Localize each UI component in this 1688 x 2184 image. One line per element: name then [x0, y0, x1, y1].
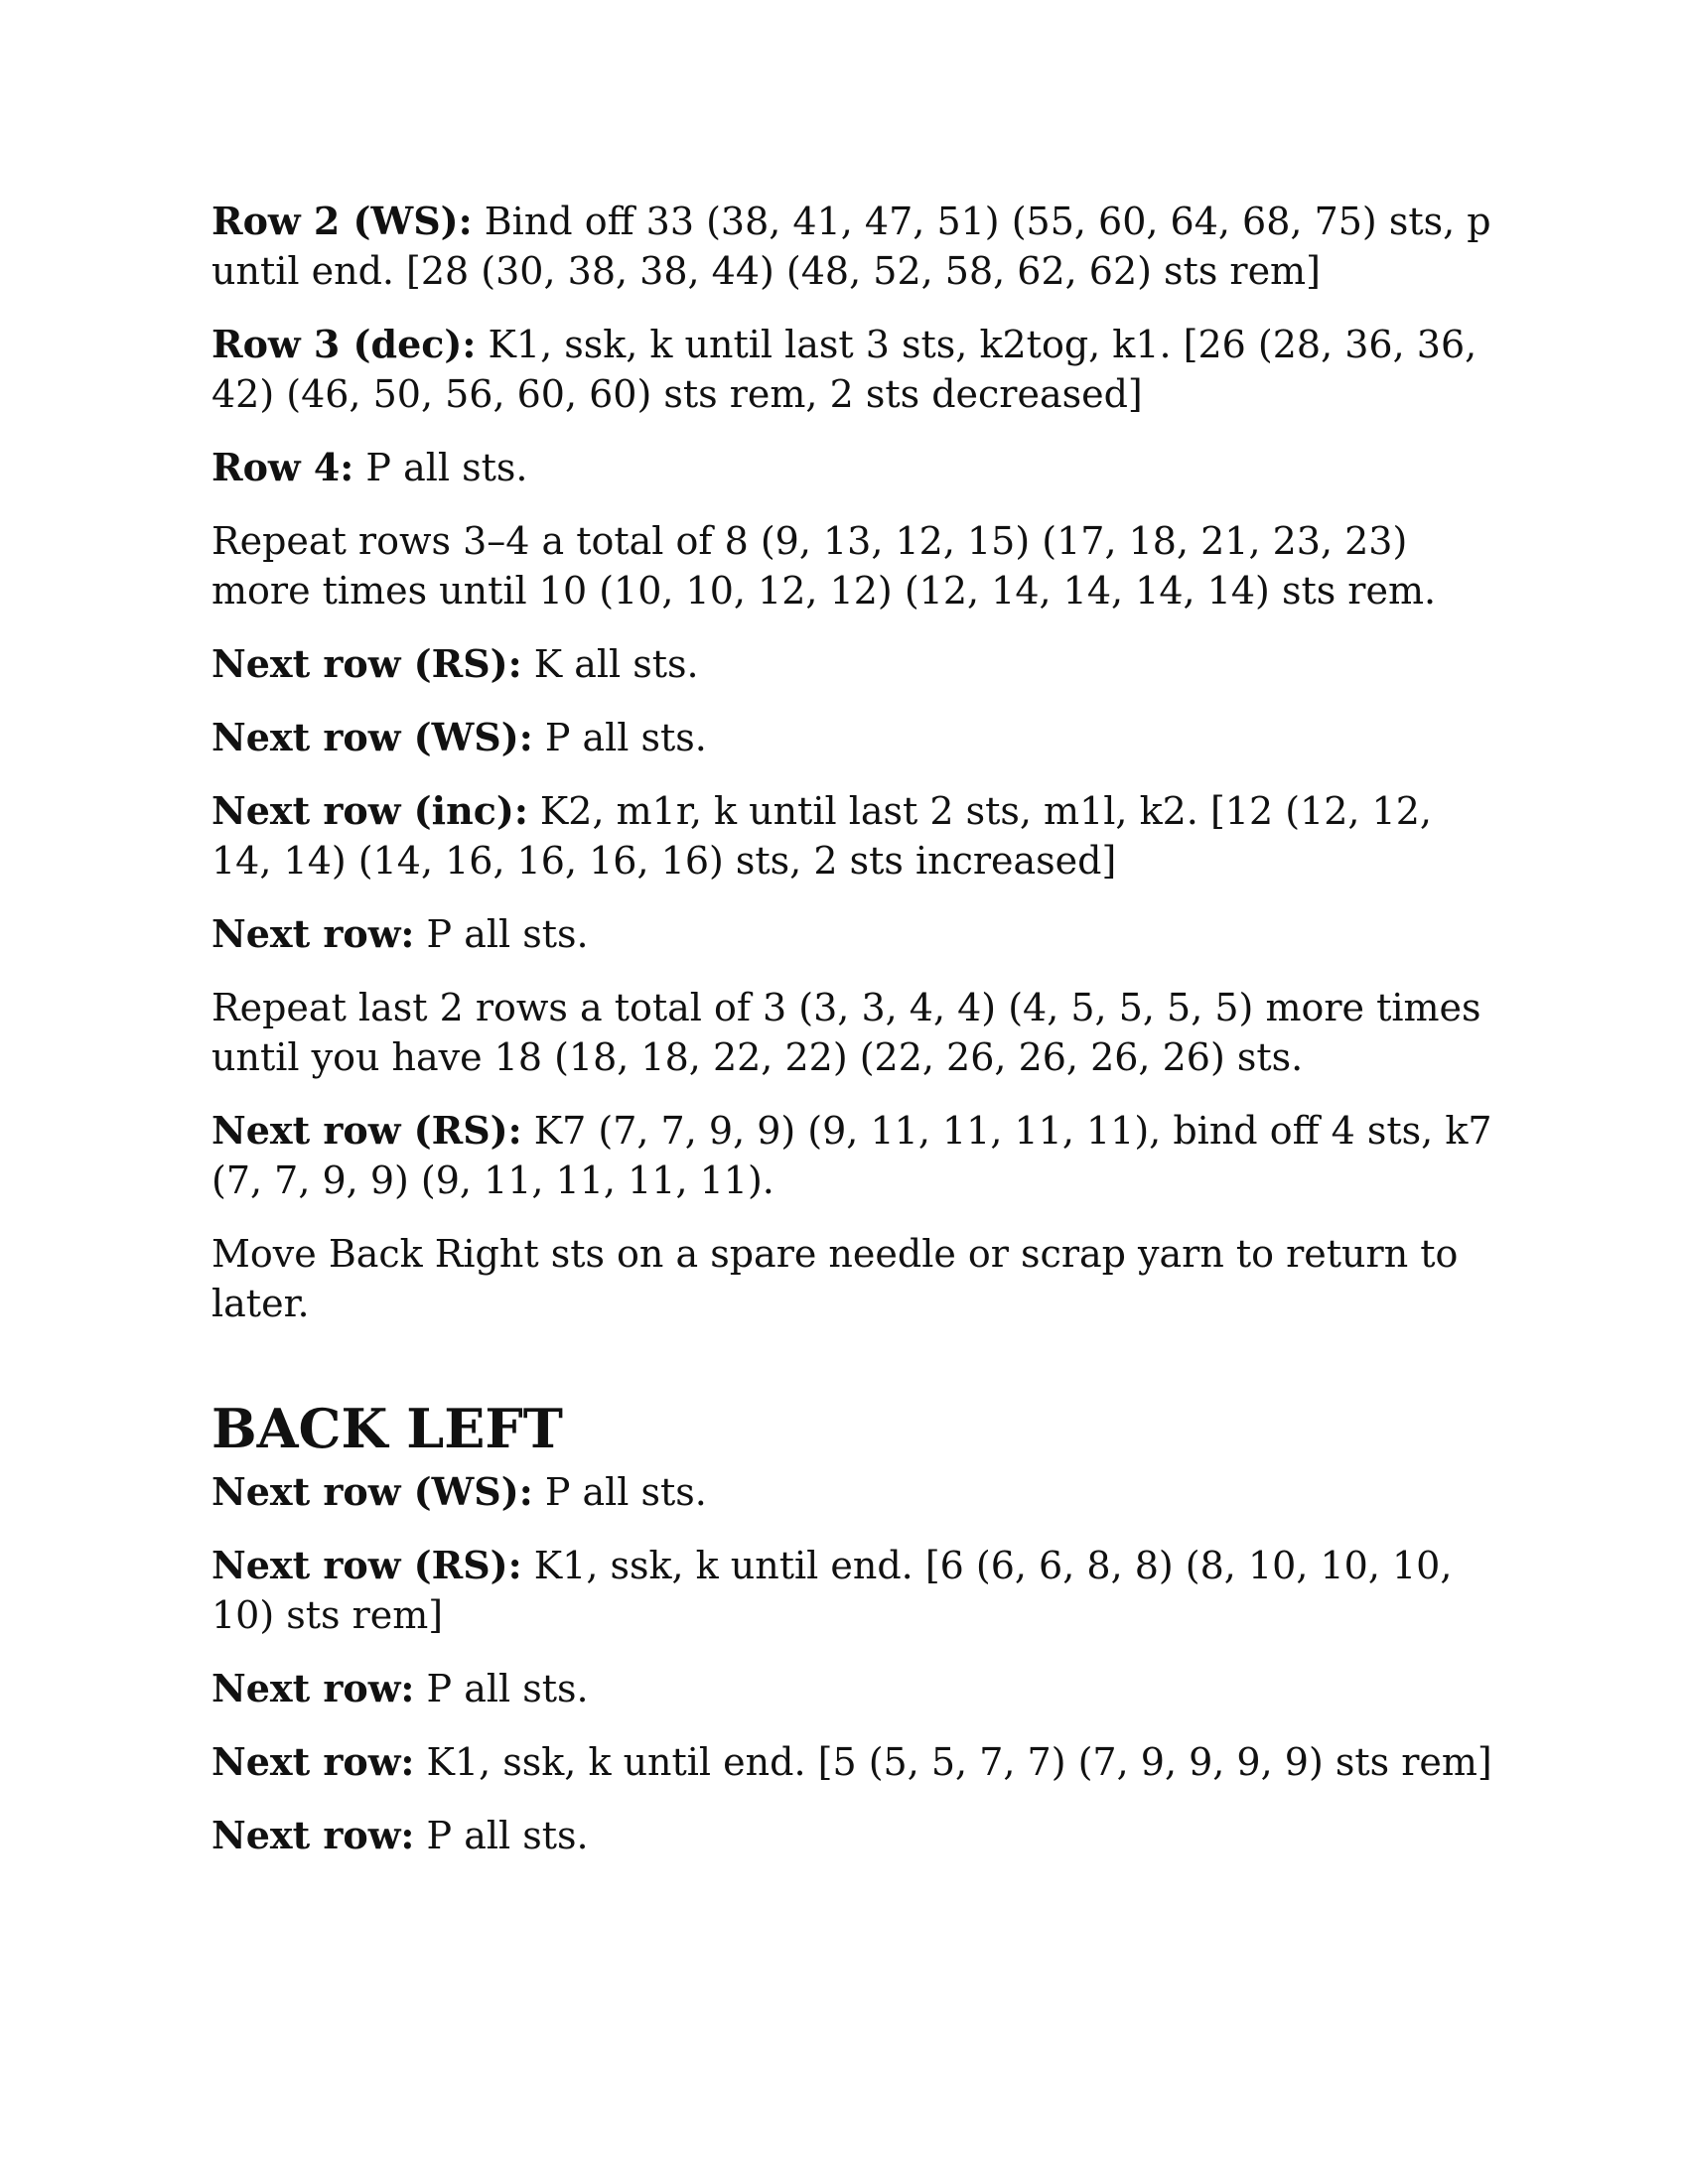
section-heading-back-left: BACK LEFT [211, 1397, 563, 1460]
row-label: Next row (RS): [211, 1543, 522, 1587]
row-label: Next row (WS): [211, 1469, 533, 1514]
row-text: P all sts. [532, 1470, 707, 1514]
row-label: Next row: [211, 1666, 415, 1710]
row-label: Row 3 (dec): [211, 322, 477, 366]
row-label: Row 4: [211, 445, 354, 489]
row-text: Repeat last 2 rows a total of 3 (3, 3, 4, 4) (4, 5, 5, 5, 5) more times until you have 18 (18, 18, 22, 22) (22, 26, 26, 26, 26) sts. [211, 986, 1481, 1079]
pattern-page [211, 197, 1492, 1884]
row-label: Next row: [211, 1813, 415, 1857]
row-text: Move Back Right sts on a spare needle or scrap yarn to return to later. [211, 1232, 1459, 1325]
instruction-next-row-rs-bind-off [211, 1106, 1492, 1205]
instruction-back-left-purl-2 [211, 1811, 1492, 1860]
instruction-back-left-dec-2 [211, 1737, 1492, 1787]
instruction-next-row-inc [211, 786, 1492, 886]
row-label: Row 2 (WS): [211, 199, 473, 243]
row-text: K1, ssk, k until last 3 sts, k2tog, k1. [26 (28, 36, 36, 42) (46, 50, 56, 60, 60) sts rem, 2 sts decreased] [211, 323, 1477, 416]
row-text: P all sts. [414, 1667, 589, 1710]
row-text: K7 (7, 7, 9, 9) (9, 11, 11, 11, 11), bind off 4 sts, k7 (7, 7, 9, 9) (9, 11, 11, 11, 11). [211, 1109, 1492, 1202]
instruction-repeat-rows-3-4 [211, 516, 1492, 615]
row-label: Next row (inc): [211, 788, 528, 833]
row-label: Next row (RS): [211, 1108, 522, 1153]
instruction-next-row-purl [211, 909, 1492, 959]
row-text: P all sts. [414, 1814, 589, 1857]
instruction-back-left-purl-1 [211, 1664, 1492, 1713]
row-text: K1, ssk, k until end. [5 (5, 5, 7, 7) (7, 9, 9, 9, 9) sts rem] [414, 1740, 1492, 1784]
row-label: Next row (WS): [211, 715, 533, 759]
row-text: K2, m1r, k until last 2 sts, m1l, k2. [12 (12, 12, 14, 14) (14, 16, 16, 16, 16) sts, 2 sts increased] [211, 789, 1432, 883]
instruction-row-4 [211, 443, 1492, 492]
instruction-repeat-last-2-rows [211, 983, 1492, 1082]
row-text: P all sts. [353, 446, 528, 489]
instruction-next-row-rs-knit [211, 639, 1492, 689]
instruction-back-left-rs-dec [211, 1541, 1492, 1640]
row-text: P all sts. [414, 912, 589, 956]
instruction-row-3-dec [211, 320, 1492, 419]
instruction-back-left-ws [211, 1467, 1492, 1517]
row-text: K1, ssk, k until end. [6 (6, 6, 8, 8) (8, 10, 10, 10, 10) sts rem] [211, 1544, 1453, 1637]
row-label: Next row: [211, 911, 415, 956]
row-text: P all sts. [532, 716, 707, 759]
row-text: Bind off 33 (38, 41, 47, 51) (55, 60, 64, 68, 75) sts, p until end. [28 (30, 38, 38, 44) (48, 52, 58, 62, 62) sts rem] [211, 200, 1491, 293]
instruction-next-row-ws-purl [211, 713, 1492, 762]
row-text: K all sts. [521, 642, 699, 686]
instruction-row-2-ws [211, 197, 1492, 296]
instruction-move-back-right [211, 1229, 1492, 1328]
row-label: Next row (RS): [211, 641, 522, 686]
row-label: Next row: [211, 1739, 415, 1784]
row-text: Repeat rows 3–4 a total of 8 (9, 13, 12, 15) (17, 18, 21, 23, 23) more times until 10 (10, 10, 12, 12) (12, 14, 14, 14, 14) sts rem. [211, 519, 1437, 613]
